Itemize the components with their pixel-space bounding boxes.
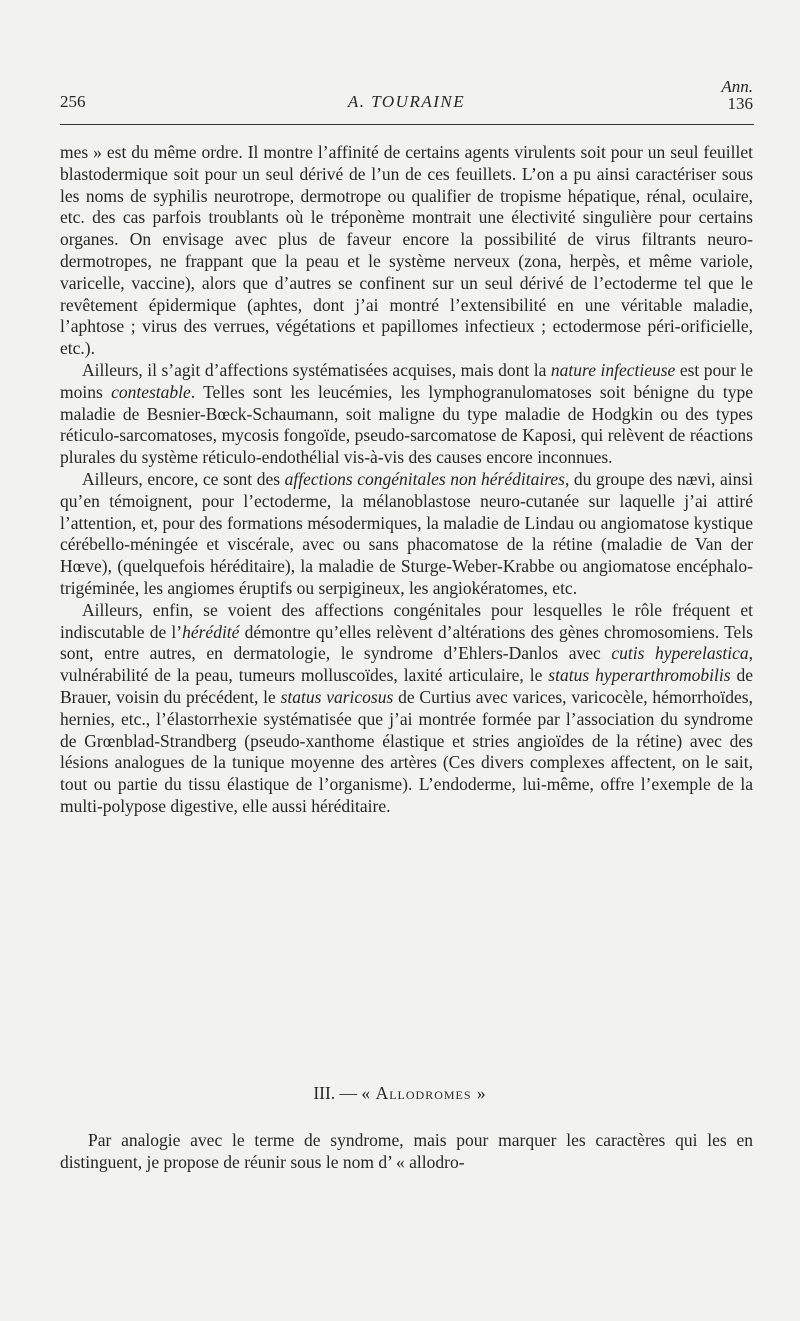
paragraph xyxy=(60,600,753,818)
journal-abbreviation: Ann. xyxy=(721,77,753,96)
section-numeral: III. — xyxy=(313,1083,358,1103)
body-text xyxy=(60,142,753,818)
italic-term: affections congénitales non héréditaires xyxy=(284,468,565,489)
italic-term: hérédité xyxy=(182,621,240,642)
text-segment: Ailleurs, il s’agit d’affections systématisées acquises, mais dont la xyxy=(82,359,551,380)
section-title: « Allodromes » xyxy=(361,1083,487,1103)
text-segment: démontre qu’elles relèvent d’altérations des gènes chromosomiens. Tels sont, entre autres, en dermatologie, le syndrome d’Ehlers-Danlos avec xyxy=(60,621,753,664)
text-segment: mes » est du même ordre. Il montre l’affinité de certains agents virulents soit pour un seul feuillet blastodermique soit pour un seul dérivé de l’un de ces feuillets. L’on a pu ainsi caractériser sous les noms de syphilis neurotrope, dermotrope ou qualifier de tropisme hépatique, rénal, oculaire, etc. des cas parfois troublants où le tréponème montrait une électivité singulière pour certains organes. On envisage avec plus de faveur encore la possibilité de virus filtrants neuro-dermotropes, ne frappant que la peau et le système nerveux (zona, herpès, et même variole, varicelle, vaccine), alors que d’autres se confinent sur un seul dérivé de l’ectoderme tel que le revêtement épidermique (aphtes, dont j’ai montré l’extensibilité en une véritable maladie, l’aphtose ; virus des verrues, végétations et papillomes infectieux ; ectodermose péri-orificielle, etc.). xyxy=(60,142,753,359)
text-segment: Ailleurs, encore, ce sont des xyxy=(82,468,285,489)
text-segment: , du groupe des nævi, ainsi qu’en témoignent, pour l’ectoderme, la mélanoblastose neuro-cutanée sur laquelle j’ai attiré l’attention, et, pour des formations mésodermiques, la maladie de Lindau ou angiomatose kystique cérébello-méningée et viscérale, avec ou sans phacomatose de la rétine (maladie de Van der Hœve), (quelquefois héréditaire), la maladie de Sturge-Weber-Krabbe ou angiomatose encéphalo-trigéminée, les angiomes éruptifs ou serpigineux, les angiokératomes, etc. xyxy=(60,468,753,598)
paragraph xyxy=(60,142,753,360)
text-segment: , vulnérabilité de la peau, tumeurs molluscoïdes, laxité articulaire, le xyxy=(60,643,753,686)
paragraph xyxy=(60,469,753,600)
page-header xyxy=(60,78,753,123)
header-rule xyxy=(60,124,754,125)
journal-volume: 136 xyxy=(727,94,753,113)
paragraph xyxy=(60,360,753,469)
section-heading xyxy=(0,1083,800,1104)
page-number: 256 xyxy=(60,92,86,111)
running-title: A. TOURAINE xyxy=(347,92,466,111)
journal-reference xyxy=(721,78,753,112)
italic-term: contestable xyxy=(111,381,191,402)
text-segment: Ailleurs, enfin, se voient des affections congénitales pour lesquelles le rôle fréquent et indiscutable de l’ xyxy=(60,599,753,642)
text-segment: de Brauer, voisin du précédent, le xyxy=(60,665,753,707)
text-segment: de Curtius avec varices, varicocèle, hémorrhoïdes, hernies, etc., l’élastorrhexie systématisée que j’ai montrée formée par l’association du syndrome de Grœnblad-Strandberg (pseudo-xanthome élastique et stries angioïdes de la rétine) avec des lésions analogues de la tunique moyenne des artères (Ces divers complexes affectent, on le sait, tout ou partie du tissu élastique de l’organisme). L’endoderme, lui-même, offre l’exemple de la multi-polypose digestive, elle aussi héréditaire. xyxy=(60,686,753,816)
paragraph-final: Par analogie avec le terme de syndrome, mais pour marquer les caractères qui les en distinguent, je propose de réunir sous le nom d’ « allodro- xyxy=(60,1130,753,1172)
text-segment: . Telles sont les leucémies, les lymphogranulomatoses soit bénigne du type maladie de Besnier-Bœck-Schaumann, soit maligne du type maladie de Hodgkin ou des types réticulo-sarcomatoses, mycosis fongoïde, pseudo-sarcomatose de Kaposi, qui relèvent de réactions plurales du système réticulo-endothélial vis-à-vis des causes encore inconnues. xyxy=(60,381,754,468)
italic-term: status varicosus xyxy=(280,686,394,707)
italic-term: nature infectieuse xyxy=(550,359,676,380)
italic-term: cutis hyperelastica xyxy=(611,643,749,664)
text-segment: est pour le moins xyxy=(60,359,753,402)
italic-term: status hyperarthromobilis xyxy=(548,665,731,686)
